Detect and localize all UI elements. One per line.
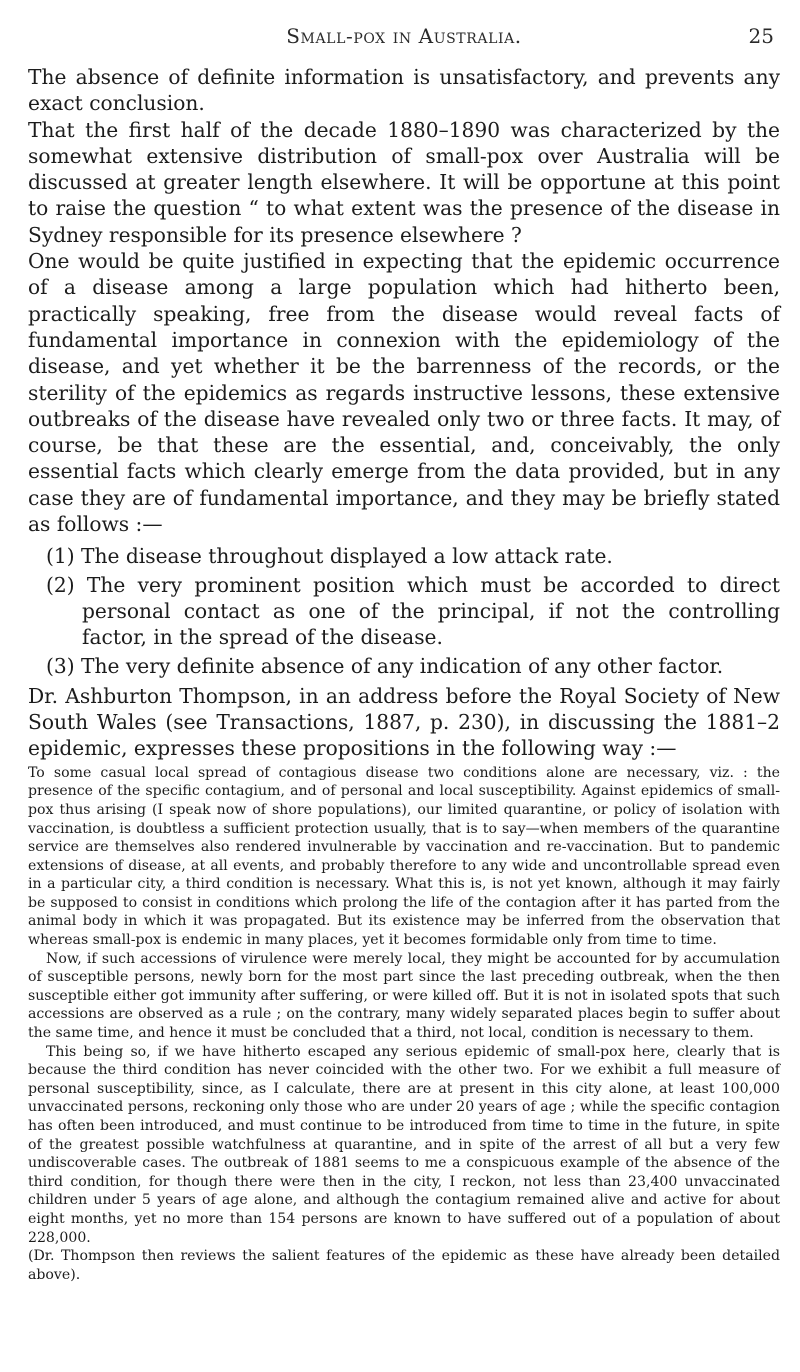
running-title: Small-pox in Australia. xyxy=(286,24,522,48)
list-item: (2) The very prominent position which must be accorded to direct personal contact as one of the principal, if not the controlling factor, in the spread of the disease. xyxy=(46,572,780,650)
quote-paragraph: To some casual local spread of contagious disease two conditions alone are necessary, viz. : the presence of the specific contagium, and of personal and local susceptibility. Against epidemics of small-pox thus arising (I speak now of shore populations), our limited quarantine, or policy of isolation with vaccination, is doubtless a sufficient protection usually, that is to say—when members of the quarantine service are themselves also rendered invulnerable by vaccination and re-vaccination. But to pandemic extensions of disease, at all events, and probably therefore to any wide and uncontrollable spread even in a particular city, a third condition is necessary. What this is, is not yet known, although it may fairly be supposed to consist in conditions which prolong the life of the contagion after it has parted from the animal body in which it was propagated. But its existence may be inferred from the observation that whereas small-pox is endemic in many places, yet it becomes formidable only from time to time. xyxy=(28,764,780,949)
page-number: 25 xyxy=(748,24,774,48)
quote-paragraph: (Dr. Thompson then reviews the salient features of the epidemic as these have already been detailed above). xyxy=(28,1248,780,1283)
paragraph: One would be quite justified in expecting that the epidemic occurrence of a disease among a large population which had hitherto been, practically speaking, free from the disease would reveal facts of fundamental importance in connexion with the epidemiology of the disease, and yet whether it be the barrenness of the records, or the sterility of the epidemics as regards instructive lessons, these extensive outbreaks of the disease have revealed only two or three facts. It may, of course, be that these are the essential, and, conceivably, the only essential facts which clearly emerge from the data provided, but in any case they are of fundamental importance, and they may be briefly stated as follows :— xyxy=(28,249,780,537)
running-header xyxy=(28,22,780,54)
quote-paragraph: Now, if such accessions of virulence were merely local, they might be accounted for by accumulation of susceptible persons, newly born for the most part since the last preceding outbreak, when the then susceptible either got immunity after suffering, or were killed off. But it is not in isolated spots that such accessions are observed as a rule ; on the contrary, many widely separated places begin to suffer about the same time, and hence it must be concluded that a third, not local, condition is necessary to them. xyxy=(28,950,780,1042)
list-item: (1) The disease throughout displayed a low attack rate. xyxy=(46,544,613,569)
quote-paragraph: This being so, if we have hitherto escaped any serious epidemic of small-pox here, clearly that is because the third condition has never coincided with the other two. For we exhibit a full measure of personal susceptibility, since, as I calculate, there are at present in this city alone, at least 100,000 unvaccinated persons, reckoning only those who are under 20 years of age ; while the specific contagion has often been introduced, and must continue to be introduced from time to time in the future, in spite of the greatest possible watchfulness at quarantine, and in spite of the arrest of all but a very few undiscoverable cases. The outbreak of 1881 seems to me a conspicuous example of the absence of the third condition, for though there were then in the city, I reckon, not less than 23,400 unvaccinated children under 5 years of age alone, and although the contagium remained alive and active for about eight months, yet no more than 154 persons are known to have suffered out of a population of about 228,000. xyxy=(28,1043,780,1246)
numbered-list xyxy=(28,543,780,678)
book-page xyxy=(28,22,780,1352)
paragraph: Dr. Ashburton Thompson, in an address before the Royal Society of New South Wales (see Transactions, 1887, p. 230), in discussing the 1881–2 epidemic, expresses these propositions in the following way :— xyxy=(28,683,780,761)
main-text xyxy=(28,64,780,762)
paragraph: That the first half of the decade 1880–1890 was characterized by the somewhat extensive distribution of small-pox over Australia will be discussed at greater length elsewhere. It will be opportune at this point to raise the question “ to what extent was the presence of the disease in Sydney responsible for its presence elsewhere ? xyxy=(28,117,780,247)
list-item: (3) The very definite absence of any indication of any other factor. xyxy=(46,653,724,678)
paragraph: The absence of definite information is unsatisfactory, and prevents any exact conclusion. xyxy=(28,65,780,116)
block-quote xyxy=(28,764,780,1285)
